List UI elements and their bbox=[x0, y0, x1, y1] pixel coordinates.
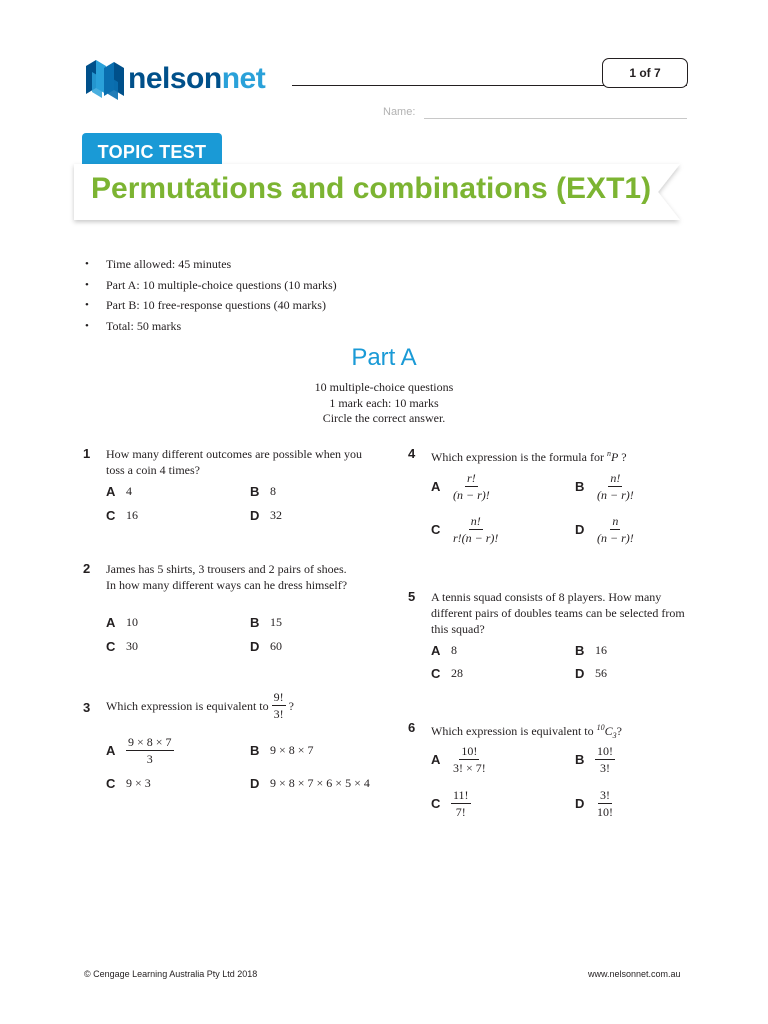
option-value: 9 × 3 bbox=[126, 776, 151, 790]
fraction-denominator: 3! bbox=[273, 707, 284, 721]
option-letter: C bbox=[431, 796, 441, 811]
question-number: 5 bbox=[408, 589, 416, 604]
topic-test-tag: TOPIC TEST bbox=[82, 133, 222, 169]
logo-wordmark-part2: net bbox=[221, 62, 266, 95]
question-number: 1 bbox=[83, 446, 91, 461]
question-text bbox=[431, 446, 691, 465]
list-item: • Part A: 10 multiple-choice questions (10 marks) bbox=[84, 275, 337, 296]
option-letter: D bbox=[575, 666, 585, 681]
fraction bbox=[126, 735, 174, 766]
option-value: 28 bbox=[451, 666, 463, 680]
question-3 bbox=[83, 690, 383, 800]
option-letter: A bbox=[106, 743, 116, 758]
option-value: 9 × 8 × 7 bbox=[270, 743, 314, 757]
fraction-denominator: (n − r)! bbox=[597, 488, 634, 502]
fraction bbox=[451, 744, 488, 775]
fraction bbox=[595, 744, 615, 775]
question-1 bbox=[83, 446, 373, 536]
nelsonnet-logo bbox=[84, 58, 294, 104]
fraction bbox=[595, 788, 615, 819]
question-text: James has 5 shirts, 3 trousers and 2 pairs of shoes. In how many different ways can he dress himself? bbox=[106, 562, 348, 592]
option-letter: D bbox=[575, 522, 585, 537]
fraction-denominator: 3! × 7! bbox=[453, 761, 486, 775]
fraction-denominator: 10! bbox=[597, 805, 613, 819]
option-letter: C bbox=[431, 666, 441, 681]
part-info-line: 10 multiple-choice questions bbox=[314, 380, 454, 394]
formula-symbol: P bbox=[610, 450, 619, 464]
part-info-line: Circle the correct answer. bbox=[322, 411, 446, 425]
option-c[interactable] bbox=[106, 508, 138, 523]
option-letter: C bbox=[106, 639, 116, 654]
option-value: 10 bbox=[126, 615, 138, 629]
option-letter: A bbox=[106, 484, 116, 499]
option-letter: D bbox=[575, 796, 585, 811]
option-c[interactable] bbox=[431, 514, 500, 545]
fraction-numerator: n! bbox=[610, 471, 621, 485]
fraction-numerator: n bbox=[612, 514, 619, 528]
formula-symbol: C bbox=[604, 724, 613, 738]
fraction-numerator: 11! bbox=[453, 788, 469, 802]
question-text-main: Which expression is the formula for bbox=[431, 450, 604, 464]
footer-website-link[interactable]: www.nelsonnet.com.au bbox=[588, 969, 681, 979]
question-text bbox=[106, 690, 386, 721]
option-letter: C bbox=[106, 776, 116, 791]
option-d[interactable] bbox=[250, 639, 282, 654]
list-item: • Part B: 10 free-response questions (40 marks) bbox=[84, 295, 337, 316]
option-letter: A bbox=[431, 479, 441, 494]
option-d[interactable] bbox=[250, 776, 370, 791]
option-a[interactable] bbox=[106, 735, 174, 766]
option-letter: B bbox=[250, 615, 260, 630]
list-item: • Time allowed: 45 minutes bbox=[84, 254, 337, 275]
fraction-denominator: 7! bbox=[455, 805, 466, 819]
option-c[interactable] bbox=[431, 666, 463, 681]
fraction-numerator: 9 × 8 × 7 bbox=[128, 735, 172, 749]
option-c[interactable] bbox=[106, 639, 138, 654]
option-value: 60 bbox=[270, 639, 282, 653]
formula-superscript: 10 bbox=[596, 723, 605, 732]
option-letter: A bbox=[431, 752, 441, 767]
formula-subscript: 3 bbox=[612, 731, 617, 740]
fraction-numerator: r! bbox=[467, 471, 476, 485]
fraction-numerator: 10! bbox=[597, 744, 613, 758]
fraction bbox=[595, 471, 636, 502]
option-a[interactable] bbox=[106, 484, 132, 499]
option-value: 32 bbox=[270, 508, 282, 522]
page-indicator: 1 of 7 bbox=[602, 58, 688, 88]
name-line bbox=[424, 118, 687, 119]
option-a[interactable] bbox=[431, 643, 457, 658]
option-letter: D bbox=[250, 639, 260, 654]
page-title: Permutations and combinations (EXT1) bbox=[91, 172, 652, 205]
option-letter: D bbox=[250, 508, 260, 523]
fraction bbox=[451, 514, 500, 545]
question-6 bbox=[408, 720, 698, 830]
footer-copyright: © Cengage Learning Australia Pty Ltd 2018 bbox=[84, 969, 258, 979]
option-value: 56 bbox=[595, 666, 607, 680]
fraction-numerator: 10! bbox=[461, 744, 478, 758]
question-number: 6 bbox=[408, 720, 416, 735]
part-heading: Part A bbox=[351, 344, 417, 371]
option-value: 15 bbox=[270, 615, 282, 629]
question-5 bbox=[408, 589, 698, 689]
question-text-main: Which expression is equivalent to bbox=[106, 698, 269, 713]
option-b[interactable] bbox=[575, 471, 636, 502]
question-text-end: ? bbox=[618, 450, 627, 464]
option-value: 16 bbox=[595, 643, 607, 657]
question-number: 2 bbox=[83, 561, 91, 576]
option-letter: B bbox=[575, 752, 585, 767]
question-4 bbox=[408, 446, 698, 556]
option-value: 9 × 8 × 7 × 6 × 5 × 4 bbox=[270, 776, 370, 790]
option-b[interactable] bbox=[575, 744, 615, 775]
option-letter: B bbox=[575, 479, 585, 494]
logo-wordmark-part1: nelson bbox=[128, 62, 222, 95]
nelsonnet-logo-icon bbox=[84, 58, 126, 100]
formula-superscript: n bbox=[606, 449, 611, 458]
question-2 bbox=[83, 561, 373, 661]
fraction-numerator: 3! bbox=[600, 788, 610, 802]
option-letter: C bbox=[106, 508, 116, 523]
test-info-list bbox=[84, 254, 337, 336]
option-c[interactable] bbox=[431, 788, 471, 819]
fraction bbox=[451, 471, 492, 502]
question-text: How many different outcomes are possible when you toss a coin 4 times? bbox=[106, 447, 363, 477]
option-value: 30 bbox=[126, 639, 138, 653]
name-label: Name: bbox=[383, 106, 416, 118]
fraction-denominator: (n − r)! bbox=[453, 488, 490, 502]
option-value: 4 bbox=[126, 484, 132, 498]
logo-wordmark bbox=[128, 62, 265, 96]
fraction bbox=[451, 788, 471, 819]
question-text-end: ? bbox=[288, 698, 294, 713]
option-value: 8 bbox=[451, 643, 457, 657]
option-b[interactable] bbox=[250, 484, 276, 499]
question-text-main: Which expression is equivalent to bbox=[431, 724, 594, 738]
question-number: 3 bbox=[83, 700, 91, 715]
option-a[interactable] bbox=[431, 744, 488, 775]
option-d[interactable] bbox=[250, 508, 282, 523]
option-b[interactable] bbox=[250, 615, 282, 630]
question-text-end: ? bbox=[616, 724, 622, 738]
option-a[interactable] bbox=[431, 471, 492, 502]
option-value: 16 bbox=[126, 508, 138, 522]
part-instructions bbox=[0, 380, 768, 427]
option-letter: D bbox=[250, 776, 260, 791]
fraction-denominator: r!(n − r)! bbox=[453, 531, 499, 545]
option-c[interactable] bbox=[106, 776, 151, 791]
option-d[interactable] bbox=[575, 666, 607, 681]
fraction-numerator: 9! bbox=[273, 690, 284, 704]
option-letter: B bbox=[250, 743, 260, 758]
question-text: A tennis squad consists of 8 players. How many different pairs of doubles teams can be selected from this squad? bbox=[431, 590, 685, 636]
option-b[interactable] bbox=[250, 743, 314, 758]
fraction-numerator: n! bbox=[470, 514, 481, 528]
option-letter: B bbox=[250, 484, 260, 499]
fraction bbox=[272, 690, 286, 721]
fraction-denominator: 3 bbox=[146, 752, 153, 766]
list-item: • Total: 50 marks bbox=[84, 316, 337, 337]
option-letter: B bbox=[575, 643, 585, 658]
option-letter: A bbox=[106, 615, 116, 630]
option-b[interactable] bbox=[575, 643, 607, 658]
option-a[interactable] bbox=[106, 615, 138, 630]
question-number: 4 bbox=[408, 446, 416, 461]
fraction-denominator: 3! bbox=[600, 761, 610, 775]
fraction bbox=[595, 514, 636, 545]
fraction-denominator: (n − r)! bbox=[597, 531, 634, 545]
option-value: 8 bbox=[270, 484, 276, 498]
option-d[interactable] bbox=[575, 514, 636, 545]
question-text bbox=[431, 720, 691, 744]
part-info-line: 1 mark each: 10 marks bbox=[329, 395, 439, 410]
option-letter: C bbox=[431, 522, 441, 537]
option-d[interactable] bbox=[575, 788, 615, 819]
option-letter: A bbox=[431, 643, 441, 658]
